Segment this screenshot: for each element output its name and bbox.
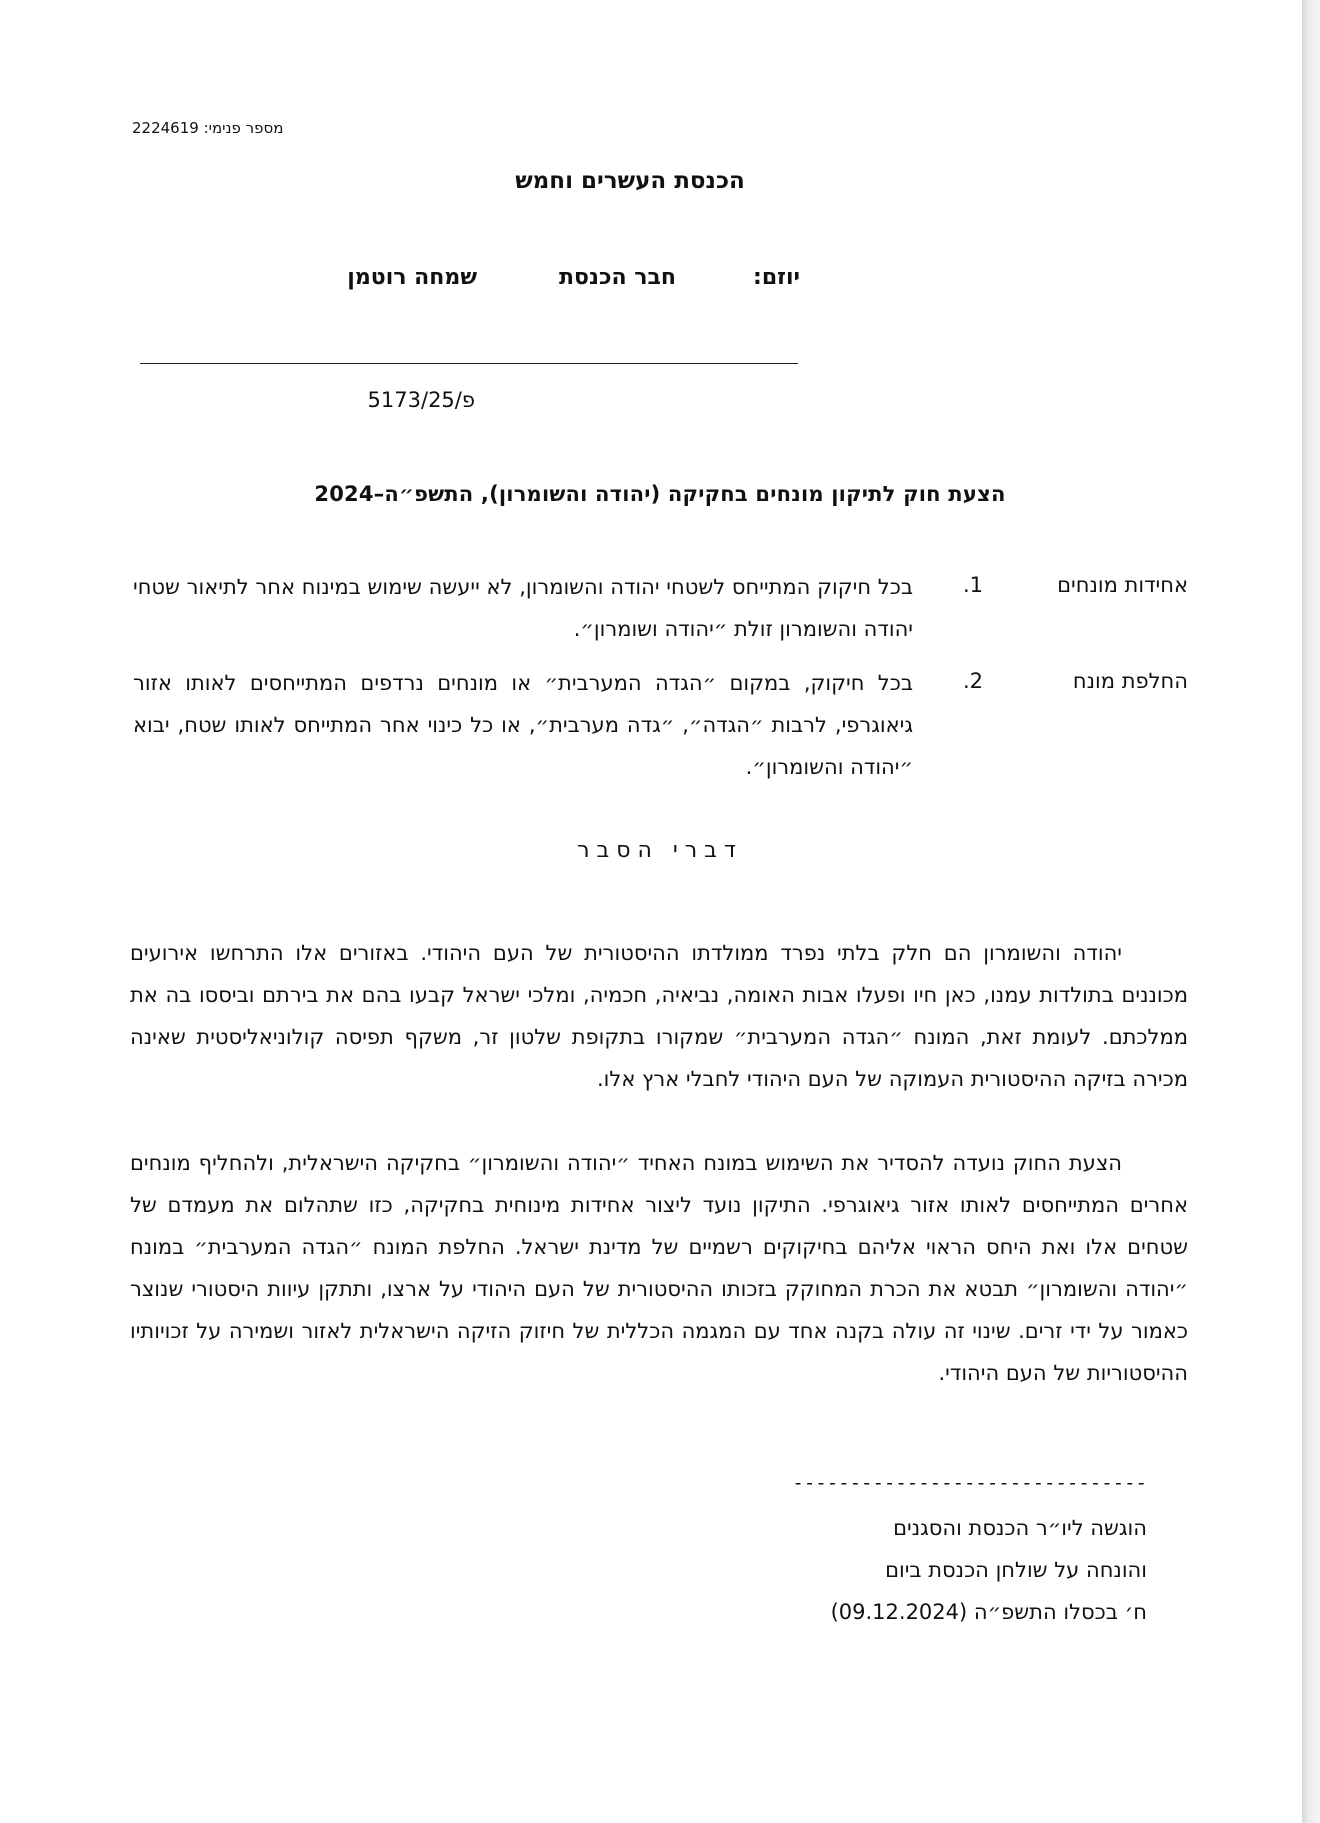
bill-number: פ/5173/25 bbox=[367, 388, 475, 412]
section-2-text: בכל חיקוק, במקום ״הגדה המערבית״ או מונחים נרדפים המתייחסים לאותו אזור גיאוגרפי, לרבות ״הגדה״, ״גדה מערבית״, או כל כינוי אחר המתייחס לאותו שטח, יבוא ״יהודה והשומרון״. bbox=[133, 671, 913, 779]
internal-number: מספר פנימי: 2224619 bbox=[132, 119, 284, 137]
explanation-paragraph-2: הצעת החוק נועדה להסדיר את השימוש במונח האחיד ״יהודה והשומרון״ בחקיקה הישראלית, ולהחליף מונחים אחרים המתייחסים לאותו אזור גיאוגרפי. התיקון נועד ליצור אחידות מינוחית בחקיקה, כזו שתהלום את מעמדם של שטחים אלו ואת היחס הראוי אליהם בחיקוקים רשמיים של מדינת ישראל. החלפת המונח ״הגדה המערבית״ במונח ״יהודה והשומרון״ תבטא את הכרת המחוקק בזכותו ההיסטורית של העם היהודי על ארצו, ותתקן עיוות היסטורי שנוצר כאמור על ידי זרים. שינוי זה עולה בקנה אחד עם המגמה הכללית של חיזוק הזיקה הישראלית לאזור ושמירה על זכויותיו ההיסטוריות של העם היהודי. bbox=[130, 1151, 1188, 1385]
section-2-number: 2. bbox=[962, 669, 983, 693]
initiator-role: חבר הכנסת bbox=[559, 265, 676, 290]
section-2-label: החלפת מונח bbox=[1072, 669, 1188, 693]
footer-line-3: ח׳ בכסלו התשפ״ה (09.12.2024) bbox=[830, 1600, 1147, 1624]
explanation-heading: דברי הסבר bbox=[577, 838, 743, 863]
separator-line bbox=[140, 363, 798, 364]
explanation-paragraph-1: יהודה והשומרון הם חלק בלתי נפרד ממולדתו ההיסטורית של העם היהודי. באזורים אלו התרחשו אירועים מכוננים בתולדות עמנו, כאן חיו ופעלו אבות האומה, נביאיה, חכמיה, ומלכי ישראל קבעו בהם את בירתם וביססו בה את ממלכתם. לעומת זאת, המונח ״הגדה המערבית״ שמקורו בתקופת שלטון זר, משקף תפיסה קולוניאליסטית שאינה מכירה בזיקה ההיסטורית העמוקה של העם היהודי לחבלי ארץ אלו. bbox=[130, 941, 1188, 1091]
footer-line-1: הוגשה ליו״ר הכנסת והסגנים bbox=[893, 1516, 1147, 1540]
footer-line-2: והונחה על שולחן הכנסת ביום bbox=[885, 1558, 1147, 1582]
initiator-name: שמחה רוטמן bbox=[347, 265, 477, 290]
section-1-number: 1. bbox=[962, 573, 983, 597]
bill-title: הצעת חוק לתיקון מונחים בחקיקה (יהודה והשומרון), התשפ״ה–2024 bbox=[314, 482, 1006, 506]
section-1-text: בכל חיקוק המתייחס לשטחי יהודה והשומרון, לא ייעשה שימוש במינוח אחר לתיאור שטחי יהודה והשומרון זולת ״יהודה ושומרון״. bbox=[133, 575, 913, 641]
page-edge-shadow bbox=[1302, 0, 1320, 1823]
signature-dashes: ------------------------------- bbox=[792, 1472, 1147, 1494]
knesset-title: הכנסת העשרים וחמש bbox=[515, 168, 745, 194]
initiator-label: יוזם: bbox=[753, 265, 800, 290]
section-1-label: אחידות מונחים bbox=[1057, 573, 1188, 597]
